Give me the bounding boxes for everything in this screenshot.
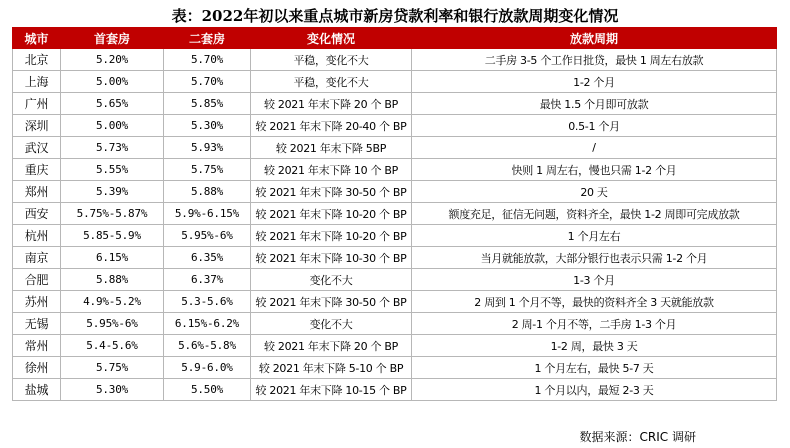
cell-second-home-rate: 5.9-6.0% <box>164 357 251 379</box>
cell-second-home-rate: 5.9%-6.15% <box>164 203 251 225</box>
cell-first-home-rate: 5.75% <box>61 357 164 379</box>
cell-city: 武汉 <box>13 137 61 159</box>
cell-first-home-rate: 5.95%-6% <box>61 313 164 335</box>
table-row <box>13 49 777 71</box>
table-row <box>13 357 777 379</box>
cell-first-home-rate: 5.55% <box>61 159 164 181</box>
header-first-home: 首套房 <box>61 28 164 49</box>
cell-loan-cycle: 1 个月以内，最短 2-3 天 <box>412 379 777 401</box>
cell-change: 较 2021 年末下降 5-10 个 BP <box>251 357 412 379</box>
cell-change: 较 2021 年末下降 10-30 个 BP <box>251 247 412 269</box>
cell-change: 较 2021 年末下降 10-20 个 BP <box>251 225 412 247</box>
cell-loan-cycle: 1-2 周，最快 3 天 <box>412 335 777 357</box>
cell-loan-cycle: 1-3 个月 <box>412 269 777 291</box>
cell-first-home-rate: 5.85-5.9% <box>61 225 164 247</box>
table-row <box>13 313 777 335</box>
cell-second-home-rate: 5.88% <box>164 181 251 203</box>
cell-city: 重庆 <box>13 159 61 181</box>
table-row <box>13 181 777 203</box>
cell-first-home-rate: 5.30% <box>61 379 164 401</box>
cell-first-home-rate: 4.9%-5.2% <box>61 291 164 313</box>
cell-second-home-rate: 5.70% <box>164 71 251 93</box>
cell-second-home-rate: 5.6%-5.8% <box>164 335 251 357</box>
header-city: 城市 <box>13 28 61 49</box>
header-row <box>13 28 777 49</box>
cell-second-home-rate: 5.75% <box>164 159 251 181</box>
table-title: 表：2022年初以来重点城市新房贷款利率和银行放款周期变化情况 <box>171 7 619 25</box>
header-second-home: 二套房 <box>164 28 251 49</box>
cell-second-home-rate: 6.35% <box>164 247 251 269</box>
header-change: 变化情况 <box>251 28 412 49</box>
cell-loan-cycle: 2 周到 1 个月不等，最快的资料齐全 3 天就能放款 <box>412 291 777 313</box>
cell-city: 郑州 <box>13 181 61 203</box>
cell-first-home-rate: 5.65% <box>61 93 164 115</box>
cell-second-home-rate: 6.37% <box>164 269 251 291</box>
cell-change: 平稳，变化不大 <box>251 49 412 71</box>
cell-change: 较 2021 年末下降 10 个 BP <box>251 159 412 181</box>
cell-city: 北京 <box>13 49 61 71</box>
cell-city: 西安 <box>13 203 61 225</box>
cell-city: 南京 <box>13 247 61 269</box>
cell-city: 常州 <box>13 335 61 357</box>
cell-loan-cycle: 0.5-1 个月 <box>412 115 777 137</box>
cell-second-home-rate: 5.3-5.6% <box>164 291 251 313</box>
cell-city: 深圳 <box>13 115 61 137</box>
cell-second-home-rate: 6.15%-6.2% <box>164 313 251 335</box>
header-loan-cycle: 放款周期 <box>412 28 777 49</box>
table-row <box>13 225 777 247</box>
cell-change: 平稳，变化不大 <box>251 71 412 93</box>
cell-loan-cycle: 20 天 <box>412 181 777 203</box>
table-row <box>13 203 777 225</box>
cell-change: 变化不大 <box>251 269 412 291</box>
table-row <box>13 269 777 291</box>
cell-change: 较 2021 年末下降 20 个 BP <box>251 93 412 115</box>
cell-change: 较 2021 年末下降 20 个 BP <box>251 335 412 357</box>
cell-second-home-rate: 5.70% <box>164 49 251 71</box>
cell-second-home-rate: 5.93% <box>164 137 251 159</box>
cell-city: 上海 <box>13 71 61 93</box>
cell-loan-cycle: 二手房 3-5 个工作日批贷，最快 1 周左右放款 <box>412 49 777 71</box>
cell-change: 较 2021 年末下降 30-50 个 BP <box>251 181 412 203</box>
cell-loan-cycle: 额度充足，征信无问题，资料齐全，最快 1-2 周即可完成放款 <box>412 203 777 225</box>
cell-loan-cycle: 当月就能放款，大部分银行也表示只需 1-2 个月 <box>412 247 777 269</box>
table-row <box>13 291 777 313</box>
cell-change: 较 2021 年末下降 30-50 个 BP <box>251 291 412 313</box>
cell-loan-cycle: / <box>412 137 777 159</box>
cell-first-home-rate: 6.15% <box>61 247 164 269</box>
cell-second-home-rate: 5.85% <box>164 93 251 115</box>
cell-first-home-rate: 5.88% <box>61 269 164 291</box>
cell-second-home-rate: 5.50% <box>164 379 251 401</box>
cell-loan-cycle: 1 个月左右 <box>412 225 777 247</box>
cell-change: 变化不大 <box>251 313 412 335</box>
cell-loan-cycle: 2 周-1 个月不等，二手房 1-3 个月 <box>412 313 777 335</box>
cell-first-home-rate: 5.39% <box>61 181 164 203</box>
cell-first-home-rate: 5.00% <box>61 71 164 93</box>
table-row <box>13 247 777 269</box>
cell-city: 苏州 <box>13 291 61 313</box>
rates-table <box>12 27 777 401</box>
cell-second-home-rate: 5.95%-6% <box>164 225 251 247</box>
table-row <box>13 93 777 115</box>
cell-city: 合肥 <box>13 269 61 291</box>
cell-loan-cycle: 最快 1.5 个月即可放款 <box>412 93 777 115</box>
table-row <box>13 335 777 357</box>
cell-change: 较 2021 年末下降 10-15 个 BP <box>251 379 412 401</box>
cell-first-home-rate: 5.73% <box>61 137 164 159</box>
cell-first-home-rate: 5.75%-5.87% <box>61 203 164 225</box>
table-row <box>13 159 777 181</box>
cell-city: 盐城 <box>13 379 61 401</box>
table-row <box>13 137 777 159</box>
cell-loan-cycle: 1-2 个月 <box>412 71 777 93</box>
table-row <box>13 115 777 137</box>
cell-city: 杭州 <box>13 225 61 247</box>
cell-loan-cycle: 快则 1 周左右，慢也只需 1-2 个月 <box>412 159 777 181</box>
cell-change: 较 2021 年末下降 5BP <box>251 137 412 159</box>
cell-first-home-rate: 5.00% <box>61 115 164 137</box>
cell-city: 徐州 <box>13 357 61 379</box>
cell-change: 较 2021 年末下降 10-20 个 BP <box>251 203 412 225</box>
table-row <box>13 379 777 401</box>
table-row <box>13 71 777 93</box>
cell-city: 广州 <box>13 93 61 115</box>
cell-change: 较 2021 年末下降 20-40 个 BP <box>251 115 412 137</box>
cell-second-home-rate: 5.30% <box>164 115 251 137</box>
cell-city: 无锡 <box>13 313 61 335</box>
cell-loan-cycle: 1 个月左右，最快 5-7 天 <box>412 357 777 379</box>
data-source: 数据来源：CRIC 调研 <box>579 430 696 444</box>
cell-first-home-rate: 5.4-5.6% <box>61 335 164 357</box>
cell-first-home-rate: 5.20% <box>61 49 164 71</box>
